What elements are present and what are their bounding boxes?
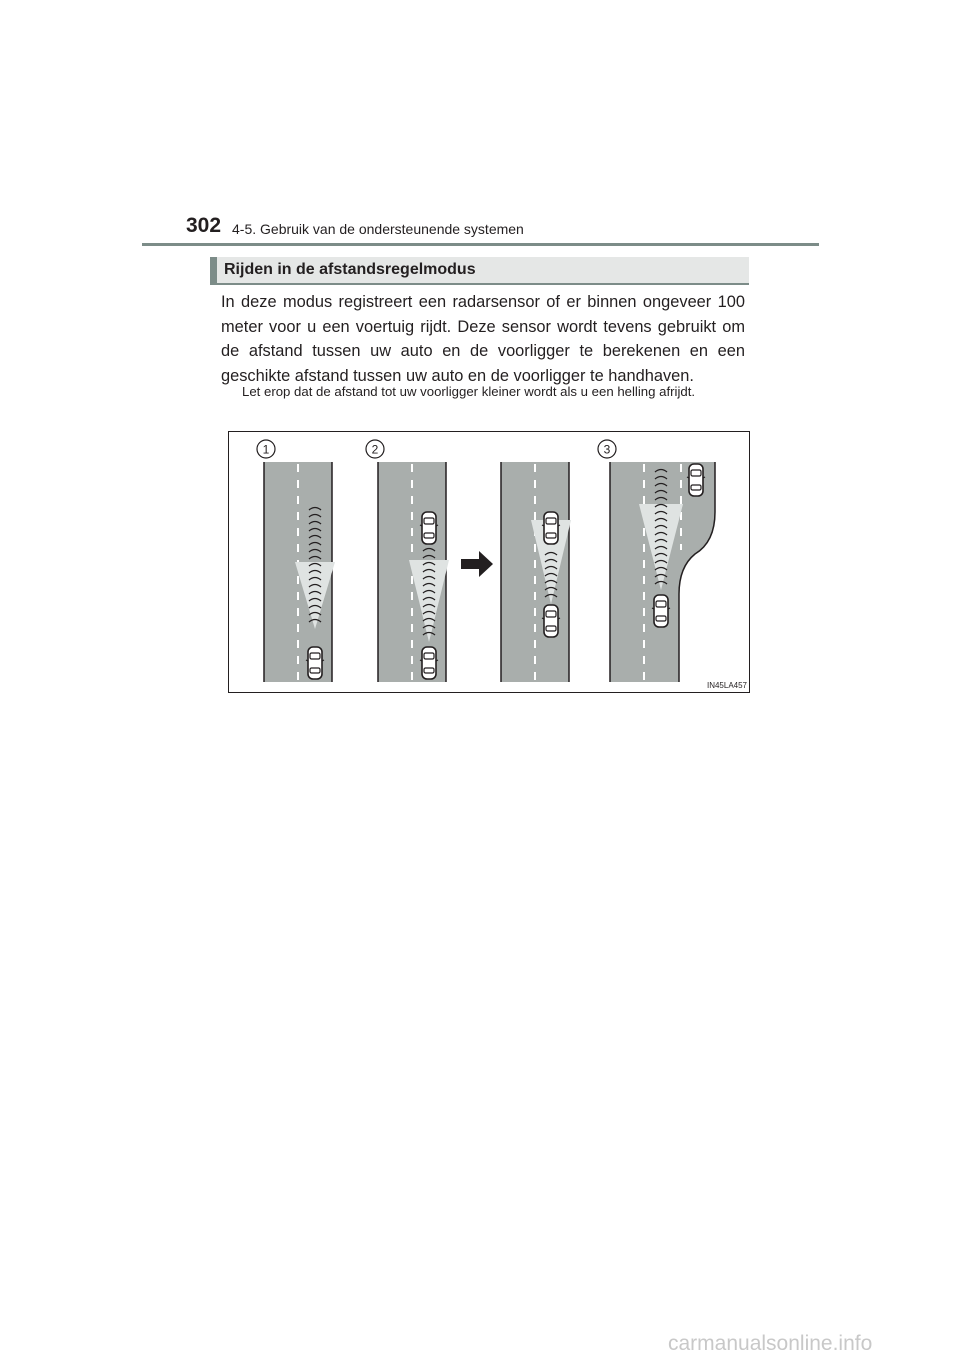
car-icon [306, 647, 324, 679]
heading-accent-bar [210, 257, 217, 285]
car-icon [420, 647, 438, 679]
body-paragraph: In deze modus registreert een radarsensor of er binnen ongeveer 100 meter voor u een voertuig rijdt. Deze sensor wordt tevens gebruikt om de afstand tussen uw auto en de voorligger te berekenen en een geschikte afstand tussen uw auto en de voorligger te handhaven. [221, 293, 745, 386]
road-1 [264, 462, 335, 682]
illustration-frame [228, 431, 750, 693]
note-paragraph: Let erop dat de afstand tot uw voorligger kleiner wordt als u een helling afrijdt. [242, 384, 696, 399]
heading-text: Rijden in de afstandsregelmodus [224, 261, 476, 278]
car-icon [420, 512, 438, 544]
road-2 [378, 462, 449, 682]
road-3 [501, 462, 571, 682]
car-icon [687, 464, 705, 496]
arrow-right-icon [461, 551, 493, 577]
marker-1-label: 1 [262, 442, 270, 457]
section-heading [210, 257, 749, 285]
watermark: carmanualsonline.info [668, 1332, 873, 1355]
page-number: 302 [186, 214, 222, 237]
header-rule [142, 243, 819, 246]
road-4 [610, 462, 715, 682]
marker-1 [257, 440, 275, 458]
figure-code: IN45LA457 [706, 681, 747, 690]
car-icon [652, 595, 670, 627]
marker-3 [598, 440, 616, 458]
marker-3-label: 3 [603, 442, 611, 457]
radar-illustration [229, 432, 751, 694]
marker-2 [366, 440, 384, 458]
car-icon [542, 512, 560, 544]
section-title: 4-5. Gebruik van de ondersteunende systemen [232, 221, 524, 237]
marker-2-label: 2 [371, 442, 379, 457]
car-icon [542, 605, 560, 637]
